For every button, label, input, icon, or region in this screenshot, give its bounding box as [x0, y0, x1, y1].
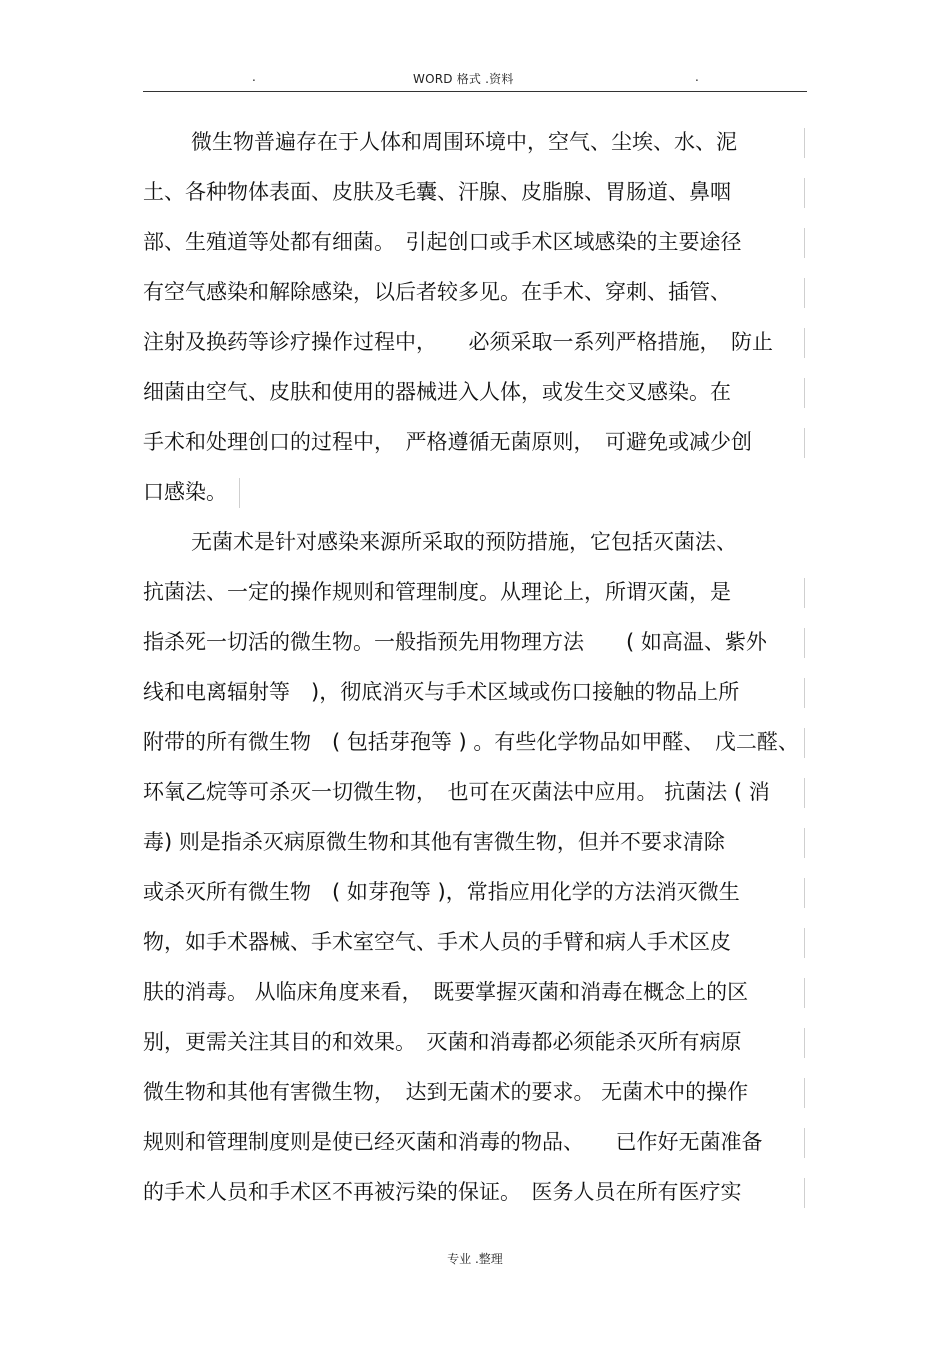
line-guide — [239, 478, 240, 508]
line-guide — [804, 178, 805, 208]
line-guide — [804, 378, 805, 408]
line-text: 注射及换药等诊疗操作过程中， 必须采取一系列严格措施， 防止 — [143, 330, 773, 354]
text-line — [143, 1074, 806, 1124]
page-footer: 专业 .整理 — [447, 1252, 503, 1266]
line-guide — [804, 978, 805, 1008]
text-line — [143, 124, 806, 174]
header-rule — [143, 91, 807, 92]
text-line — [143, 1024, 806, 1074]
line-guide — [804, 328, 805, 358]
line-text: 附带的所有微生物 ( 包括芽孢等 ) 。有些化学物品如甲醛、 戊二醛、 — [143, 730, 799, 754]
line-guide — [804, 878, 805, 908]
line-guide — [804, 778, 805, 808]
line-text: 手术和处理创口的过程中， 严格遵循无菌原则， 可避免或减少创 — [143, 430, 752, 454]
line-guide — [804, 578, 805, 608]
line-text: 环氧乙烷等可杀灭一切微生物， 也可在灭菌法中应用。 抗菌法 ( 消 — [143, 780, 770, 804]
page-header — [143, 68, 806, 88]
line-text: 毒) 则是指杀灭病原微生物和其他有害微生物，但并不要求清除 — [143, 830, 725, 854]
text-line — [143, 924, 806, 974]
line-text: 微生物普遍存在于人体和周围环境中，空气、尘埃、水、泥 — [191, 130, 737, 154]
text-line — [143, 824, 806, 874]
text-line — [143, 424, 806, 474]
text-line — [143, 274, 806, 324]
text-line — [143, 374, 806, 424]
line-text: 规则和管理制度则是使已经灭菌和消毒的物品、 已作好无菌准备 — [143, 1130, 763, 1154]
text-line — [143, 974, 806, 1024]
line-text: 物，如手术器械、手术室空气、手术人员的手臂和病人手术区皮 — [143, 930, 731, 954]
body-text — [143, 124, 806, 1224]
line-text: 指杀死一切活的微生物。一般指预先用物理方法 ( 如高温、紫外 — [143, 630, 767, 654]
line-text: 有空气感染和解除感染，以后者较多见。在手术、穿刺、插管、 — [143, 280, 731, 304]
line-text: 线和电离辐射等 )，彻底消灭与手术区域或伤口接触的物品上所 — [143, 680, 740, 704]
line-guide — [804, 728, 805, 758]
text-line — [143, 1124, 806, 1174]
text-line — [143, 224, 806, 274]
line-guide — [804, 1028, 805, 1058]
line-text: 部、生殖道等处都有细菌。 引起创口或手术区域感染的主要途径 — [143, 230, 742, 254]
text-line — [143, 774, 806, 824]
line-guide — [804, 1128, 805, 1158]
text-line — [143, 674, 806, 724]
text-line — [143, 324, 806, 374]
line-guide — [804, 628, 805, 658]
header-dot-left: . — [252, 70, 256, 84]
text-line — [143, 474, 806, 524]
line-text: 细菌由空气、皮肤和使用的器械进入人体，或发生交叉感染。在 — [143, 380, 731, 404]
text-line — [143, 724, 806, 774]
line-text: 土、各种物体表面、皮肤及毛囊、汗腺、皮脂腺、胃肠道、鼻咽 — [143, 180, 731, 204]
text-line — [143, 1174, 806, 1224]
line-guide — [804, 828, 805, 858]
line-guide — [804, 128, 805, 158]
line-text: 或杀灭所有微生物 ( 如芽孢等 )，常指应用化学的方法消灭微生 — [143, 880, 740, 904]
text-line — [143, 524, 806, 574]
line-text: 微生物和其他有害微生物， 达到无菌术的要求。 无菌术中的操作 — [143, 1080, 749, 1104]
line-guide — [804, 928, 805, 958]
line-guide — [804, 1178, 805, 1208]
text-line — [143, 874, 806, 924]
line-text: 别，更需关注其目的和效果。 灭菌和消毒都必须能杀灭所有病原 — [143, 1030, 742, 1054]
text-line — [143, 574, 806, 624]
header-title: WORD 格式 .资料 — [413, 72, 514, 86]
line-guide — [804, 228, 805, 258]
line-text: 口感染。 — [143, 480, 227, 504]
line-text: 无菌术是针对感染来源所采取的预防措施，它包括灭菌法、 — [191, 530, 737, 554]
line-guide — [804, 1078, 805, 1108]
line-text: 的手术人员和手术区不再被污染的保证。 医务人员在所有医疗实 — [143, 1180, 742, 1204]
line-guide — [804, 428, 805, 458]
line-guide — [804, 678, 805, 708]
text-line — [143, 174, 806, 224]
line-text: 肤的消毒。 从临床角度来看， 既要掌握灭菌和消毒在概念上的区 — [143, 980, 749, 1004]
header-dot-right: . — [695, 70, 699, 84]
line-guide — [804, 278, 805, 308]
line-text: 抗菌法、一定的操作规则和管理制度。从理论上，所谓灭菌，是 — [143, 580, 731, 604]
text-line — [143, 624, 806, 674]
